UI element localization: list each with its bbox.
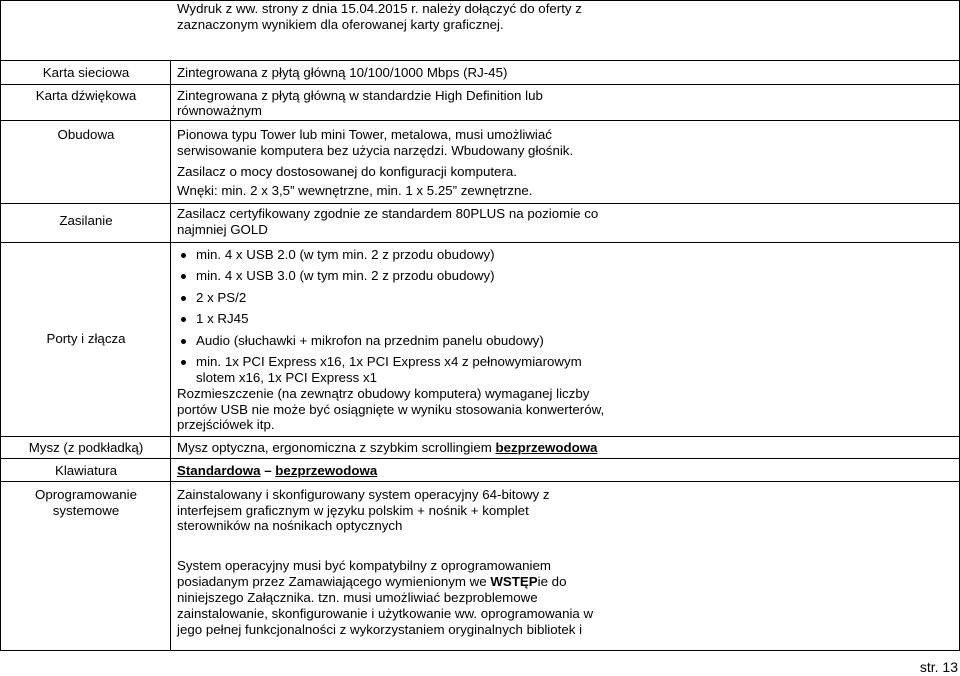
psu-spec: najmniej GOLD xyxy=(177,222,268,237)
bullet xyxy=(181,360,186,365)
bullet xyxy=(181,317,186,322)
ports-note: Rozmieszczenie (na zewnątrz obudowy komputera) wymaganej liczby xyxy=(177,386,590,401)
keyboard-spec xyxy=(177,463,377,480)
row-divider xyxy=(0,84,960,85)
row-label-software: Oprogramowanie xyxy=(35,487,137,502)
mouse-spec xyxy=(177,440,597,457)
network-spec: Zintegrowana z płytą główną 10/100/1000 Mbps (RJ-45) xyxy=(177,65,508,80)
row-label-sound: Karta dźwiękowa xyxy=(35,88,137,103)
case-spec: serwisowanie komputera bez użycia narzędzi. Wbudowany głośnik. xyxy=(177,143,574,158)
software-spec: Zainstalowany i skonfigurowany system operacyjny 64-bitowy z xyxy=(177,487,550,502)
keyboard-spec-bold: Standardowa xyxy=(177,463,261,478)
software-requirement-bold: WSTĘP xyxy=(490,574,538,589)
column-divider xyxy=(170,60,171,651)
keyboard-spec-bold2: bezprzewodowa xyxy=(275,463,378,478)
software-requirement xyxy=(177,574,566,591)
bullet xyxy=(181,339,186,344)
case-spec: Zasilacz o mocy dostosowanej do konfiguracji komputera. xyxy=(177,164,517,179)
row-divider xyxy=(0,242,960,243)
bullet xyxy=(181,296,186,301)
row-label-psu: Zasilanie xyxy=(59,213,113,228)
software-requirement: niniejszego Załącznika. tzn. musi umożliwiać bezproblemowe xyxy=(177,590,538,605)
sound-spec: równoważnym xyxy=(177,103,262,118)
row-divider xyxy=(0,481,960,482)
top-note-line: zaznaczonym wynikiem dla oferowanej karty graficznej. xyxy=(177,17,504,32)
row-label-keyboard: Klawiatura xyxy=(54,463,118,478)
psu-spec: Zasilacz certyfikowany zgodnie ze standardem 80PLUS na poziomie co xyxy=(177,206,599,221)
case-spec: Wnęki: min. 2 x 3,5” wewnętrzne, min. 1 x 5.25” zewnętrzne. xyxy=(177,183,533,198)
table-left-border xyxy=(0,0,1,651)
software-requirement: System operacyjny musi być kompatybilny z oprogramowaniem xyxy=(177,558,551,573)
row-label-case: Obudowa xyxy=(57,127,115,142)
top-note-line: Wydruk z ww. strony z dnia 15.04.2015 r. należy dołączyć do oferty z xyxy=(177,1,582,16)
row-label-network: Karta sieciowa xyxy=(42,65,130,80)
ports-item: 2 x PS/2 xyxy=(196,290,247,305)
ports-item: Audio (słuchawki + mikrofon na przednim panelu obudowy) xyxy=(196,333,544,348)
row-label-ports: Porty i złącza xyxy=(46,331,126,346)
software-spec: sterowników na nośnikach optycznych xyxy=(177,518,403,533)
software-requirement-text: ie do xyxy=(537,574,567,589)
mouse-spec-bold: bezprzewodowa xyxy=(495,440,598,455)
ports-item: min. 4 x USB 2.0 (w tym min. 2 z przodu obudowy) xyxy=(196,247,495,262)
row-divider xyxy=(0,436,960,437)
ports-item: min. 4 x USB 3.0 (w tym min. 2 z przodu obudowy) xyxy=(196,268,495,283)
bullet xyxy=(181,253,186,258)
software-requirement-text: posiadanym przez Zamawiającego wymienionym we xyxy=(177,574,491,589)
row-divider xyxy=(0,458,960,459)
mouse-spec-text: Mysz optyczna, ergonomiczna z szybkim scrollingiem xyxy=(177,440,496,455)
row-divider xyxy=(0,60,960,61)
row-divider xyxy=(0,120,960,121)
software-requirement: jego pełnej funkcjonalności z wykorzystaniem oryginalnych bibliotek i xyxy=(177,622,583,637)
ports-note: portów USB nie może być osiągnięte w wyniku stosowania konwerterów, xyxy=(177,402,605,417)
table-bottom-border xyxy=(0,650,960,651)
ports-item: slotem x16, 1x PCI Express x1 xyxy=(196,370,378,385)
ports-note: przejściówek itp. xyxy=(177,417,275,432)
ports-item: 1 x RJ45 xyxy=(196,311,249,326)
page-number: str. 13 xyxy=(919,659,958,675)
sound-spec: Zintegrowana z płytą główną w standardzie High Definition lub xyxy=(177,88,543,103)
ports-item: min. 1x PCI Express x16, 1x PCI Express x4 z pełnowymiarowym xyxy=(196,354,582,369)
row-divider xyxy=(0,203,960,204)
software-spec: interfejsem graficznym w języku polskim + nośnik + komplet xyxy=(177,503,529,518)
keyboard-spec-dash: – xyxy=(260,463,276,478)
row-label-mouse: Mysz (z podkładką) xyxy=(28,440,144,455)
software-requirement: zainstalowanie, skonfigurowanie i użytkowanie ww. oprogramowania w xyxy=(177,606,594,621)
row-label-software: systemowe xyxy=(52,503,120,518)
case-spec: Pionowa typu Tower lub mini Tower, metalowa, musi umożliwiać xyxy=(177,127,552,142)
bullet xyxy=(181,274,186,279)
